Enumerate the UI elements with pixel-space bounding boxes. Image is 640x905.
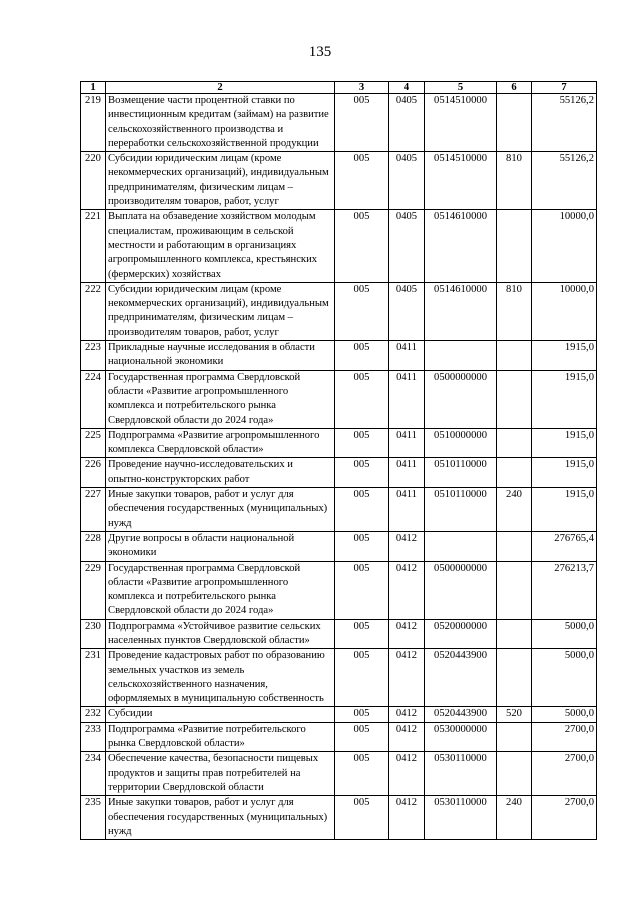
row-code-3: 005 bbox=[335, 370, 389, 428]
row-amount: 276765,4 bbox=[532, 531, 597, 561]
row-amount: 5000,0 bbox=[532, 707, 597, 722]
row-code-5 bbox=[425, 531, 497, 561]
row-number: 223 bbox=[81, 341, 106, 371]
table-row bbox=[81, 94, 597, 152]
row-number: 233 bbox=[81, 722, 106, 752]
row-name: Государственная программа Свердловской области «Развитие агропромышленного комплекса и потребительского рынка Свердловской области до 2024 года» bbox=[106, 561, 335, 619]
row-code-4: 0412 bbox=[389, 796, 425, 840]
row-code-5: 0520443900 bbox=[425, 707, 497, 722]
table-row bbox=[81, 488, 597, 532]
column-header-2: 2 bbox=[106, 82, 335, 94]
row-code-4: 0412 bbox=[389, 707, 425, 722]
row-code-6 bbox=[497, 561, 532, 619]
row-code-4: 0405 bbox=[389, 152, 425, 210]
row-code-4: 0405 bbox=[389, 210, 425, 282]
row-code-4: 0405 bbox=[389, 94, 425, 152]
row-amount: 276213,7 bbox=[532, 561, 597, 619]
row-code-3: 005 bbox=[335, 341, 389, 371]
row-code-4: 0412 bbox=[389, 619, 425, 649]
row-number: 222 bbox=[81, 282, 106, 340]
table-row bbox=[81, 707, 597, 722]
row-code-5: 0530000000 bbox=[425, 722, 497, 752]
row-name: Подпрограмма «Развитие потребительского рынка Свердловской области» bbox=[106, 722, 335, 752]
row-code-6: 810 bbox=[497, 282, 532, 340]
row-code-4: 0412 bbox=[389, 649, 425, 707]
row-code-5: 0514610000 bbox=[425, 210, 497, 282]
table-row bbox=[81, 531, 597, 561]
row-code-5: 0514510000 bbox=[425, 94, 497, 152]
table-row bbox=[81, 722, 597, 752]
row-code-3: 005 bbox=[335, 619, 389, 649]
column-header-1: 1 bbox=[81, 82, 106, 94]
column-header-7: 7 bbox=[532, 82, 597, 94]
row-number: 227 bbox=[81, 488, 106, 532]
row-code-4: 0412 bbox=[389, 752, 425, 796]
row-name: Проведение научно-исследовательских и опытно-конструкторских работ bbox=[106, 458, 335, 488]
row-code-6 bbox=[497, 210, 532, 282]
row-name: Проведение кадастровых работ по образованию земельных участков из земель сельскохозяйственного назначения, оформляемых в муниципальную собственность bbox=[106, 649, 335, 707]
table-row bbox=[81, 649, 597, 707]
row-code-6: 240 bbox=[497, 796, 532, 840]
row-code-4: 0411 bbox=[389, 341, 425, 371]
row-number: 232 bbox=[81, 707, 106, 722]
row-amount: 1915,0 bbox=[532, 370, 597, 428]
row-code-5: 0530110000 bbox=[425, 752, 497, 796]
row-amount: 1915,0 bbox=[532, 458, 597, 488]
row-code-3: 005 bbox=[335, 561, 389, 619]
table-row bbox=[81, 752, 597, 796]
table-row bbox=[81, 341, 597, 371]
row-code-4: 0411 bbox=[389, 370, 425, 428]
row-name: Субсидии bbox=[106, 707, 335, 722]
column-header-4: 4 bbox=[389, 82, 425, 94]
row-amount: 1915,0 bbox=[532, 341, 597, 371]
row-amount: 2700,0 bbox=[532, 796, 597, 840]
row-number: 221 bbox=[81, 210, 106, 282]
row-code-3: 005 bbox=[335, 531, 389, 561]
row-code-5: 0510000000 bbox=[425, 428, 497, 458]
row-amount: 1915,0 bbox=[532, 488, 597, 532]
row-code-3: 005 bbox=[335, 722, 389, 752]
row-code-6 bbox=[497, 428, 532, 458]
row-code-3: 005 bbox=[335, 282, 389, 340]
row-code-5: 0500000000 bbox=[425, 370, 497, 428]
row-name: Прикладные научные исследования в области национальной экономики bbox=[106, 341, 335, 371]
row-amount: 2700,0 bbox=[532, 722, 597, 752]
row-number: 219 bbox=[81, 94, 106, 152]
row-number: 234 bbox=[81, 752, 106, 796]
row-name: Иные закупки товаров, работ и услуг для обеспечения государственных (муниципальных) нужд bbox=[106, 796, 335, 840]
row-name: Государственная программа Свердловской области «Развитие агропромышленного комплекса и потребительского рынка Свердловской области до 2024 года» bbox=[106, 370, 335, 428]
row-code-3: 005 bbox=[335, 488, 389, 532]
table-row bbox=[81, 796, 597, 840]
row-name: Другие вопросы в области национальной экономики bbox=[106, 531, 335, 561]
row-code-5: 0500000000 bbox=[425, 561, 497, 619]
row-amount: 55126,2 bbox=[532, 94, 597, 152]
table-row bbox=[81, 282, 597, 340]
row-name: Обеспечение качества, безопасности пищевых продуктов и защиты прав потребителей на территории Свердловской области bbox=[106, 752, 335, 796]
row-amount: 10000,0 bbox=[532, 210, 597, 282]
row-code-4: 0412 bbox=[389, 561, 425, 619]
row-number: 224 bbox=[81, 370, 106, 428]
row-code-6: 520 bbox=[497, 707, 532, 722]
row-code-6 bbox=[497, 370, 532, 428]
row-code-6: 810 bbox=[497, 152, 532, 210]
row-number: 226 bbox=[81, 458, 106, 488]
table-row bbox=[81, 210, 597, 282]
row-code-3: 005 bbox=[335, 752, 389, 796]
row-number: 231 bbox=[81, 649, 106, 707]
row-amount: 10000,0 bbox=[532, 282, 597, 340]
row-code-3: 005 bbox=[335, 707, 389, 722]
column-header-6: 6 bbox=[497, 82, 532, 94]
row-code-3: 005 bbox=[335, 94, 389, 152]
table-row bbox=[81, 619, 597, 649]
row-amount: 5000,0 bbox=[532, 649, 597, 707]
row-name: Субсидии юридическим лицам (кроме некоммерческих организаций), индивидуальным предпринимателям, физическим лицам – производителям товаров, работ, услуг bbox=[106, 152, 335, 210]
row-code-3: 005 bbox=[335, 428, 389, 458]
row-amount: 2700,0 bbox=[532, 752, 597, 796]
row-number: 220 bbox=[81, 152, 106, 210]
row-name: Возмещение части процентной ставки по инвестиционным кредитам (займам) на развитие сельскохозяйственного производства и переработки сельскохозяйственной продукции bbox=[106, 94, 335, 152]
row-number: 230 bbox=[81, 619, 106, 649]
row-code-3: 005 bbox=[335, 210, 389, 282]
row-code-3: 005 bbox=[335, 796, 389, 840]
row-name: Подпрограмма «Развитие агропромышленного комплекса Свердловской области» bbox=[106, 428, 335, 458]
budget-table bbox=[80, 81, 597, 840]
row-name: Выплата на обзаведение хозяйством молодым специалистам, проживающим в сельской местности и работающим в организациях агропромышленного комплекса, крестьянских (фермерских) хозяйствах bbox=[106, 210, 335, 282]
row-code-4: 0412 bbox=[389, 531, 425, 561]
row-code-4: 0411 bbox=[389, 488, 425, 532]
row-number: 225 bbox=[81, 428, 106, 458]
row-code-6 bbox=[497, 458, 532, 488]
row-number: 235 bbox=[81, 796, 106, 840]
row-code-5 bbox=[425, 341, 497, 371]
row-code-4: 0405 bbox=[389, 282, 425, 340]
row-code-6 bbox=[497, 722, 532, 752]
row-code-6 bbox=[497, 341, 532, 371]
row-name: Субсидии юридическим лицам (кроме некоммерческих организаций), индивидуальным предпринимателям, физическим лицам – производителям товаров, работ, услуг bbox=[106, 282, 335, 340]
row-code-4: 0411 bbox=[389, 428, 425, 458]
row-code-3: 005 bbox=[335, 458, 389, 488]
row-code-5: 0514610000 bbox=[425, 282, 497, 340]
column-header-5: 5 bbox=[425, 82, 497, 94]
row-amount: 5000,0 bbox=[532, 619, 597, 649]
row-code-4: 0412 bbox=[389, 722, 425, 752]
table-row bbox=[81, 370, 597, 428]
row-name: Подпрограмма «Устойчивое развитие сельских населенных пунктов Свердловской области» bbox=[106, 619, 335, 649]
row-name: Иные закупки товаров, работ и услуг для обеспечения государственных (муниципальных) нужд bbox=[106, 488, 335, 532]
row-amount: 55126,2 bbox=[532, 152, 597, 210]
header-row bbox=[81, 82, 597, 94]
row-code-3: 005 bbox=[335, 649, 389, 707]
row-number: 229 bbox=[81, 561, 106, 619]
row-code-6 bbox=[497, 649, 532, 707]
row-code-3: 005 bbox=[335, 152, 389, 210]
row-code-5: 0530110000 bbox=[425, 796, 497, 840]
row-code-5: 0510110000 bbox=[425, 488, 497, 532]
column-header-3: 3 bbox=[335, 82, 389, 94]
row-code-5: 0510110000 bbox=[425, 458, 497, 488]
row-code-6 bbox=[497, 752, 532, 796]
table-row bbox=[81, 428, 597, 458]
row-code-5: 0514510000 bbox=[425, 152, 497, 210]
row-code-4: 0411 bbox=[389, 458, 425, 488]
row-number: 228 bbox=[81, 531, 106, 561]
table-row bbox=[81, 561, 597, 619]
page-number: 135 bbox=[308, 44, 332, 60]
table-row bbox=[81, 152, 597, 210]
row-code-6 bbox=[497, 531, 532, 561]
row-code-5: 0520000000 bbox=[425, 619, 497, 649]
row-code-6: 240 bbox=[497, 488, 532, 532]
row-code-5: 0520443900 bbox=[425, 649, 497, 707]
row-code-6 bbox=[497, 619, 532, 649]
table-row bbox=[81, 458, 597, 488]
row-amount: 1915,0 bbox=[532, 428, 597, 458]
row-code-6 bbox=[497, 94, 532, 152]
